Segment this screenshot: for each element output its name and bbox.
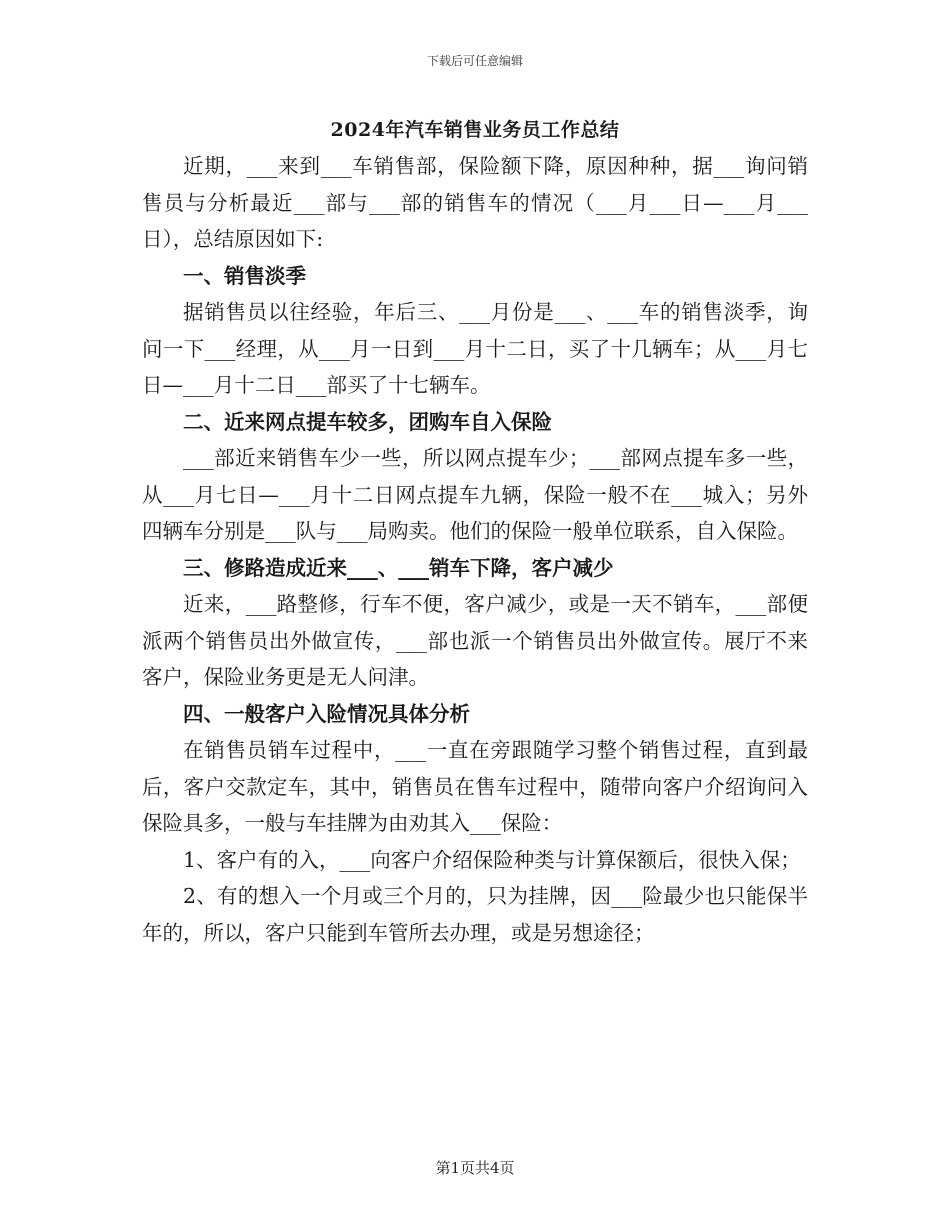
- page-header-note: 下载后可任意编辑: [426, 54, 523, 68]
- section-heading-4: 四、一般客户入险情况具体分析: [183, 701, 470, 726]
- document-body: [142, 148, 808, 951]
- section-paragraph-1: 据销售员以往经验，年后三、___月份是___、___车的销售淡季，询问一下___经理，从___月一日到___月十二日，买了十几辆车；从___月七日—___月十二日___部买了十七辆车。: [142, 300, 808, 397]
- section-heading-3: 三、修路造成近来___、___销车下降，客户减少: [183, 555, 614, 580]
- section-paragraph-4: 在销售员销车过程中，___一直在旁跟随学习整个销售过程，直到最后，客户交款定车，其中，销售员在售车过程中，随带向客户介绍询问入保险具多，一般与车挂牌为由劝其入___保险：: [142, 738, 808, 835]
- list-item-2: 2、有的想入一个月或三个月的，只为挂牌，因___险最少也只能保半年的，所以，客户只能到车管所去办理，或是另想途径；: [142, 884, 808, 945]
- section-heading-2: 二、近来网点提车较多，团购车自入保险: [183, 409, 552, 434]
- page-footer-page-number: 第1页共4页: [435, 1159, 515, 1177]
- document-title: 2024年汽车销售业务员工作总结: [330, 119, 620, 141]
- intro-paragraph: 近期，___来到___车销售部，保险额下降，原因种种，据___询问销售员与分析最近___部与___部的销售车的情况（___月___日—___月___日），总结原因如下:: [142, 154, 808, 251]
- section-heading-1: 一、销售淡季: [183, 263, 306, 288]
- section-paragraph-2: ___部近来销售车少一些，所以网点提车少；___部网点提车多一些，从___月七日—___月十二日网点提车九辆，保险一般不在___城入；另外四辆车分别是___队与___局购卖。他们的保险一般单位联系，自入保险。: [142, 446, 808, 543]
- section-paragraph-3: 近来，___路整修，行车不便，客户减少，或是一天不销车，___部便派两个销售员出外做宣传，___部也派一个销售员出外做宣传。展厅不来客户，保险业务更是无人问津。: [142, 592, 808, 689]
- list-item-1: 1、客户有的入，___向客户介绍保险种类与计算保额后，很快入保；: [183, 847, 801, 872]
